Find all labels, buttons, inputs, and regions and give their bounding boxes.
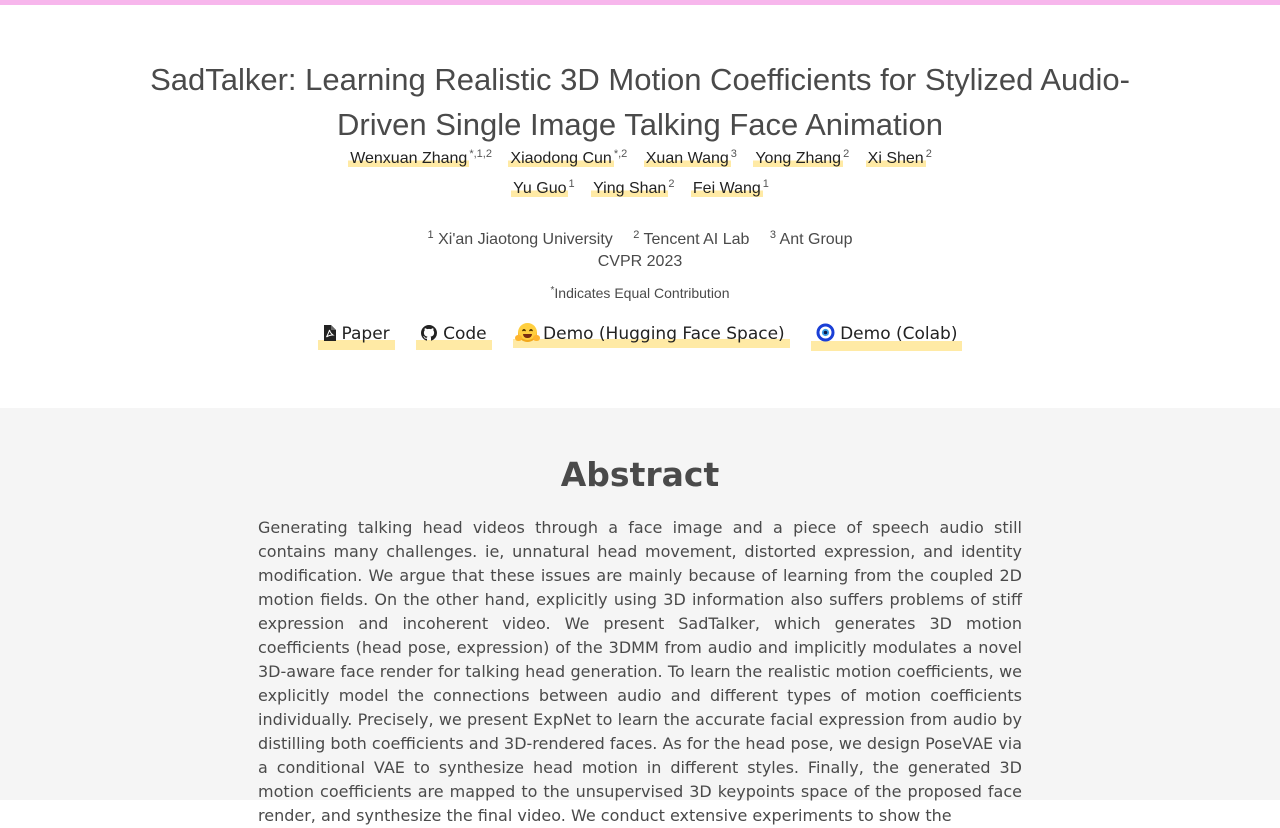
author-affiliation-marker: *,2: [613, 148, 628, 160]
affiliations: [0, 229, 1280, 249]
author-link[interactable]: Xuan Wang: [645, 150, 729, 167]
abstract-section: [0, 408, 1280, 825]
author-affiliation-marker: 2: [925, 148, 932, 160]
github-icon: [421, 324, 437, 348]
author-affiliation-marker: *,1,2: [469, 148, 492, 160]
equal-contribution-text: Indicates Equal Contribution: [554, 285, 730, 301]
paper-button[interactable]: [318, 322, 395, 350]
author-link[interactable]: Xi Shen: [867, 150, 924, 167]
affiliation: [770, 231, 853, 248]
author: [511, 173, 575, 200]
affiliation: [633, 231, 749, 248]
author-affiliation-marker: 3: [730, 148, 737, 160]
colab-demo-button[interactable]: [811, 322, 962, 351]
paper-button-label: Paper: [341, 324, 390, 344]
author-affiliation-marker: 1: [568, 178, 575, 190]
author-link[interactable]: Yong Zhang: [755, 150, 842, 167]
author: [508, 143, 627, 170]
author: [348, 143, 492, 170]
author-link[interactable]: Wenxuan Zhang: [350, 150, 468, 167]
author-link[interactable]: Ying Shan: [593, 180, 667, 197]
code-button-label: Code: [443, 324, 487, 344]
hugging-face-demo-label: Demo (Hugging Face Space): [543, 324, 785, 344]
code-button[interactable]: [416, 322, 492, 350]
affiliation-number: 3: [769, 229, 776, 241]
affiliation-number: 2: [633, 229, 640, 241]
venue: CVPR 2023: [597, 253, 683, 270]
equal-contribution-note: [0, 285, 1280, 301]
author: [591, 173, 674, 200]
colab-demo-label: Demo (Colab): [840, 324, 958, 344]
abstract-heading: Abstract: [560, 455, 720, 494]
pdf-icon: [323, 324, 336, 348]
author: [691, 173, 769, 200]
affiliation-name: Xi'an Jiaotong University: [438, 231, 613, 248]
hugging-face-demo-button[interactable]: [513, 322, 790, 348]
author-list-row2: [0, 173, 1280, 200]
author: [644, 143, 737, 170]
affiliation: [428, 231, 613, 248]
author-link[interactable]: Yu Guo: [513, 180, 567, 197]
page-title: SadTalker: Learning Realistic 3D Motion Coefficients for Stylized Audio-Driven Single Image Talking Face Animation: [150, 62, 1130, 142]
affiliation-name: Tencent AI Lab: [643, 231, 750, 248]
author: [753, 143, 849, 170]
abstract-text: Generating talking head videos through a face image and a piece of speech audio still contains many challenges. ie, unnatural head movement, distorted expression, and identity modification. We argue that these issues are mainly because of learning from the coupled 2D motion fields. On the other hand, explicitly using 3D information also suffers problems of stiff expression and incoherent video. We present SadTalker, which generates 3D motion coefficients (head pose, expression) of the 3DMM from audio and implicitly modulates a novel 3D-aware face render for talking head generation. To learn the realistic motion coefficients, we explicitly model the connections between audio and different types of motion coefficients individually. Precisely, we present ExpNet to learn the accurate facial expression from audio by distilling both coefficients and 3D-rendered faces. As for the head pose, we design PoseVAE via a conditional VAE to synthesize head motion in different styles. Finally, the generated 3D motion coefficients are mapped to the unsupervised 3D keypoints space of the proposed face render, and synthesize the final video. We conduct extensive experiments to show the: [258, 518, 1022, 825]
author-affiliation-marker: 2: [668, 178, 675, 190]
link-buttons: [0, 322, 1280, 351]
hugging-face-icon: [518, 323, 537, 342]
author-link[interactable]: Xiaodong Cun: [510, 150, 612, 167]
colab-icon: [816, 323, 835, 349]
author-link[interactable]: Fei Wang: [692, 180, 761, 197]
author-affiliation-marker: 2: [843, 148, 850, 160]
author: [866, 143, 932, 170]
author-affiliation-marker: 1: [762, 178, 769, 190]
equal-contribution-mark: *: [550, 285, 555, 296]
affiliation-name: Ant Group: [779, 231, 853, 248]
author-list-row1: [0, 143, 1280, 170]
affiliation-number: 1: [427, 229, 434, 241]
